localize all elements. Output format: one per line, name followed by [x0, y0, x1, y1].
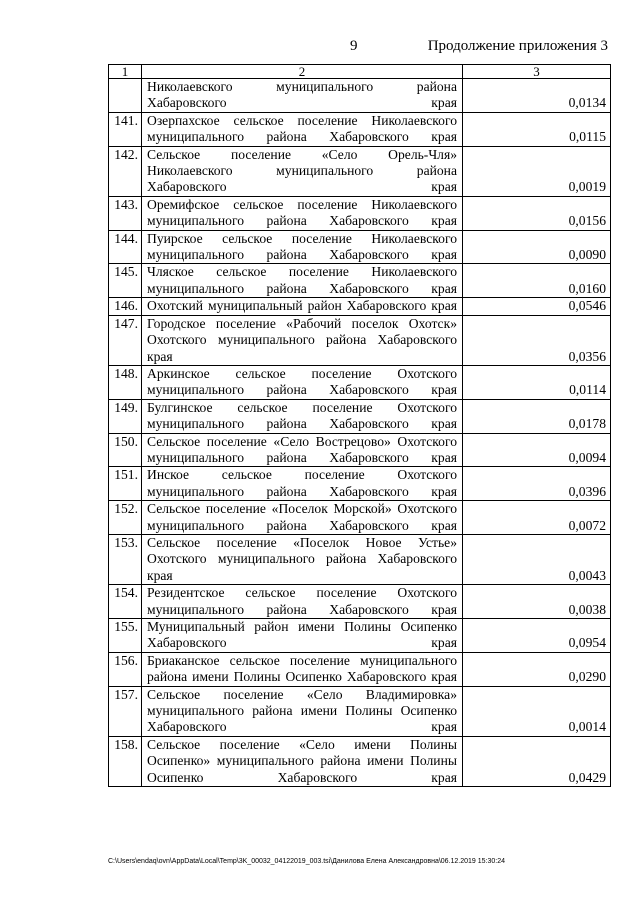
- row-number: 149.: [109, 399, 142, 433]
- municipality-name: Сельское поселение «Поселок Новое Устье» Охотского муниципального района Хабаровского края: [142, 534, 463, 584]
- municipality-name: Оремифское сельское поселение Николаевского муниципального района Хабаровского края: [142, 196, 463, 230]
- row-number: 154.: [109, 585, 142, 619]
- row-number: 152.: [109, 501, 142, 535]
- share-value: 0,0115: [463, 112, 611, 146]
- table-row: [109, 585, 611, 619]
- municipality-name: Чляское сельское поселение Николаевского муниципального района Хабаровского края: [142, 264, 463, 298]
- share-value: 0,0134: [463, 79, 611, 113]
- page-number: 9: [350, 38, 358, 54]
- table-row: [109, 736, 611, 786]
- table-row: [109, 686, 611, 736]
- row-number: 146.: [109, 298, 142, 315]
- share-value: 0,0072: [463, 501, 611, 535]
- table-row: [109, 433, 611, 467]
- share-value: 0,0546: [463, 298, 611, 315]
- row-number: 141.: [109, 112, 142, 146]
- municipality-name: Резидентское сельское поселение Охотского муниципального района Хабаровского края: [142, 585, 463, 619]
- share-value: 0,0160: [463, 264, 611, 298]
- column-header-2: 2: [142, 65, 463, 79]
- row-number: 148.: [109, 365, 142, 399]
- municipality-name: Бриаканское сельское поселение муниципального района имени Полины Осипенко Хабаровского края: [142, 652, 463, 686]
- share-value: 0,0356: [463, 315, 611, 365]
- share-value: 0,0429: [463, 736, 611, 786]
- municipality-name: Сельское поселение «Село имени Полины Осипенко» муниципального района имени Полины Осипенко Хабаровского края: [142, 736, 463, 786]
- share-value: 0,0156: [463, 196, 611, 230]
- municipality-name: Сельское поселение «Село Орель-Чля» Николаевского муниципального района Хабаровского края: [142, 146, 463, 196]
- table-row: [109, 264, 611, 298]
- share-value: 0,0038: [463, 585, 611, 619]
- table-row: [109, 146, 611, 196]
- row-number: 157.: [109, 686, 142, 736]
- continuation-heading: Продолжение приложения 3: [427, 38, 608, 54]
- municipality-name: Сельское поселение «Село Вострецово» Охотского муниципального района Хабаровского края: [142, 433, 463, 467]
- municipality-name: Аркинское сельское поселение Охотского муниципального района Хабаровского края: [142, 365, 463, 399]
- table-body: [109, 65, 611, 787]
- share-value: 0,0178: [463, 399, 611, 433]
- municipality-name: Булгинское сельское поселение Охотского муниципального района Хабаровского края: [142, 399, 463, 433]
- table-row: [109, 112, 611, 146]
- row-number: 143.: [109, 196, 142, 230]
- row-number: 147.: [109, 315, 142, 365]
- table-row: [109, 196, 611, 230]
- share-value: 0,0094: [463, 433, 611, 467]
- share-value: 0,0090: [463, 230, 611, 264]
- table-row: [109, 365, 611, 399]
- municipality-name: Сельское поселение «Поселок Морской» Охотского муниципального района Хабаровского края: [142, 501, 463, 535]
- share-value: 0,0019: [463, 146, 611, 196]
- row-number: 158.: [109, 736, 142, 786]
- row-number: [109, 79, 142, 113]
- municipality-name: Муниципальный район имени Полины Осипенко Хабаровского края: [142, 619, 463, 653]
- row-number: 151.: [109, 467, 142, 501]
- allocation-table: [108, 64, 611, 787]
- column-header-1: 1: [109, 65, 142, 79]
- table-row: [109, 619, 611, 653]
- row-number: 156.: [109, 652, 142, 686]
- row-number: 153.: [109, 534, 142, 584]
- row-number: 145.: [109, 264, 142, 298]
- table-row: [109, 399, 611, 433]
- share-value: 0,0114: [463, 365, 611, 399]
- municipality-name: Инское сельское поселение Охотского муниципального района Хабаровского края: [142, 467, 463, 501]
- row-number: 142.: [109, 146, 142, 196]
- municipality-name: Сельское поселение «Село Владимировка» муниципального района имени Полины Осипенко Хабаровского края: [142, 686, 463, 736]
- table-row: [109, 315, 611, 365]
- row-number: 150.: [109, 433, 142, 467]
- municipality-name: Николаевского муниципального района Хабаровского края: [142, 79, 463, 113]
- municipality-name: Пуирское сельское поселение Николаевского муниципального района Хабаровского края: [142, 230, 463, 264]
- row-number: 155.: [109, 619, 142, 653]
- table-row: [109, 652, 611, 686]
- file-path-footer: C:\Users\endaq\ovn\AppData\Local\Temp\3K_00032_04122019_003.tsi\Данилова Елена Александровна\06.12.2019 15:30:24: [108, 858, 506, 865]
- municipality-name: Городское поселение «Рабочий поселок Охотск» Охотского муниципального района Хабаровского края: [142, 315, 463, 365]
- share-value: 0,0396: [463, 467, 611, 501]
- share-value: 0,0014: [463, 686, 611, 736]
- share-value: 0,0954: [463, 619, 611, 653]
- table-row: [109, 501, 611, 535]
- share-value: 0,0043: [463, 534, 611, 584]
- column-header-3: 3: [463, 65, 611, 79]
- table-row: [109, 534, 611, 584]
- table-row: [109, 230, 611, 264]
- municipality-name: Озерпахское сельское поселение Николаевского муниципального района Хабаровского края: [142, 112, 463, 146]
- share-value: 0,0290: [463, 652, 611, 686]
- table-row: [109, 467, 611, 501]
- table-header-row: [109, 65, 611, 79]
- table-row: [109, 79, 611, 113]
- municipality-name: Охотский муниципальный район Хабаровского края: [142, 298, 463, 315]
- row-number: 144.: [109, 230, 142, 264]
- table-row: [109, 298, 611, 315]
